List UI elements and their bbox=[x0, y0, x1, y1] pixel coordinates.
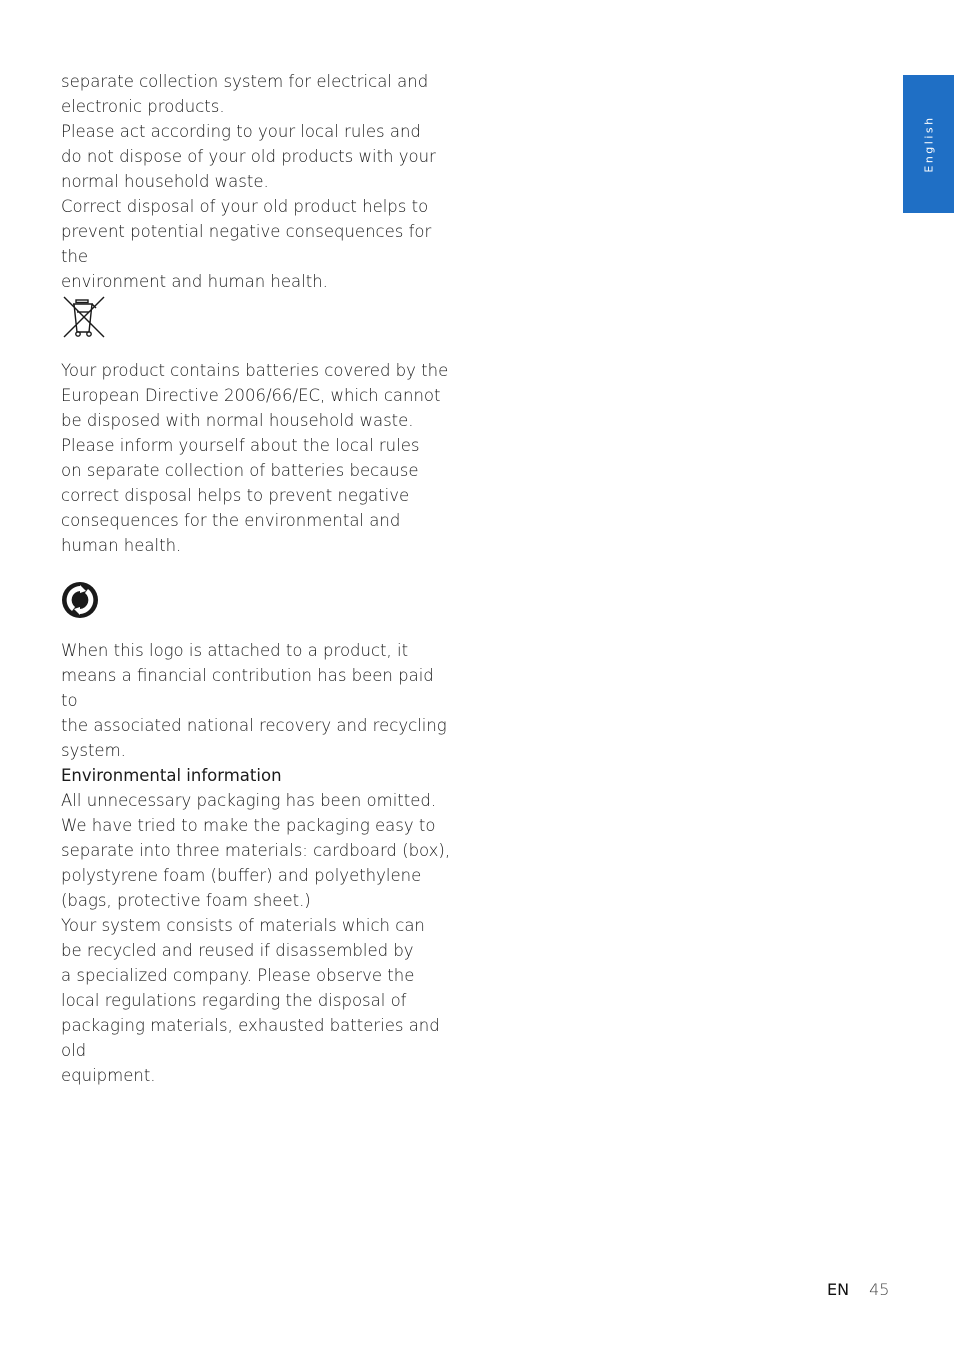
text-line: European Directive 2006/66/EC, which cannot bbox=[61, 386, 441, 405]
battery-text-block bbox=[61, 358, 451, 558]
text-line: be recycled and reused if disassembled by bbox=[61, 941, 414, 960]
text-line: do not dispose of your old products with your bbox=[61, 147, 436, 166]
text-line: electronic products. bbox=[61, 97, 225, 116]
text-line: environment and human health. bbox=[61, 272, 328, 291]
text-line: prevent potential negative consequences for the bbox=[61, 222, 432, 266]
recycling-text-block bbox=[61, 638, 451, 1088]
language-code: EN bbox=[827, 1280, 850, 1299]
text-line: equipment. bbox=[61, 1066, 156, 1085]
text-line: When this logo is attached to a product, it bbox=[61, 641, 409, 660]
text-line: packaging materials, exhausted batteries and old bbox=[61, 1016, 440, 1060]
text-line: All unnecessary packaging has been omitted. bbox=[61, 791, 437, 810]
crossed-out-wheelie-bin-icon bbox=[61, 294, 107, 340]
text-line: on separate collection of batteries because bbox=[61, 461, 419, 480]
text-line: means a financial contribution has been paid to bbox=[61, 666, 434, 710]
text-line: human health. bbox=[61, 536, 182, 555]
text-line: separate into three materials: cardboard (box), bbox=[61, 841, 451, 860]
text-line: Please act according to your local rules and bbox=[61, 122, 421, 141]
language-label: English bbox=[922, 115, 935, 173]
text-line: a specialized company. Please observe the bbox=[61, 966, 415, 985]
text-line: the associated national recovery and recycling bbox=[61, 716, 447, 735]
section-heading: Environmental information bbox=[61, 766, 282, 785]
text-line: Please inform yourself about the local rules bbox=[61, 436, 420, 455]
text-line: correct disposal helps to prevent negative bbox=[61, 486, 410, 505]
text-line: polystyrene foam (buffer) and polyethylene bbox=[61, 866, 422, 885]
text-line: We have tried to make the packaging easy to bbox=[61, 816, 436, 835]
text-line: normal household waste. bbox=[61, 172, 269, 191]
text-line: Your system consists of materials which can bbox=[61, 916, 425, 935]
page-number: 45 bbox=[869, 1280, 890, 1299]
green-dot-recycling-icon bbox=[61, 581, 99, 619]
text-line: system. bbox=[61, 741, 126, 760]
text-line: be disposed with normal household waste. bbox=[61, 411, 414, 430]
text-line: (bags, protective foam sheet.) bbox=[61, 891, 311, 910]
disposal-text-block bbox=[61, 69, 451, 294]
text-line: separate collection system for electrical and bbox=[61, 72, 429, 91]
language-tab bbox=[903, 75, 954, 213]
page-footer bbox=[827, 1279, 889, 1301]
text-line: Correct disposal of your old product helps to bbox=[61, 197, 429, 216]
text-line: local regulations regarding the disposal of bbox=[61, 991, 407, 1010]
text-line: consequences for the environmental and bbox=[61, 511, 401, 530]
text-line: Your product contains batteries covered by the bbox=[61, 361, 449, 380]
